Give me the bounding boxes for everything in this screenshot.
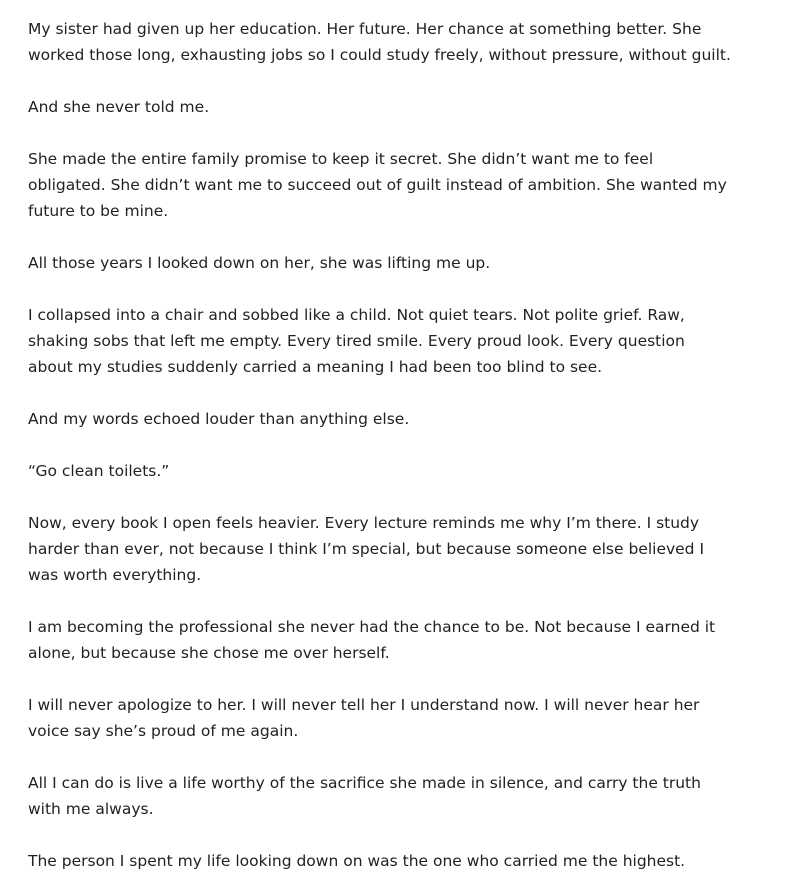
paragraph-words-echoed: And my words echoed louder than anything else. <box>28 410 410 428</box>
paragraph-collapsed: I collapsed into a chair and sobbed like a child. Not quiet tears. Not polite grief. Raw, shaking sobs that left me empty. Every tired smile. Every proud look. Every question about my studies suddenly carried a meaning I had been too blind to see. <box>28 306 685 376</box>
paragraph-carried-highest: The person I spent my life looking down on was the one who carried me the highest. <box>28 852 686 870</box>
paragraph-sacrifice: My sister had given up her education. Her future. Her chance at something better. She worked those long, exhausting jobs so I could study freely, without pressure, without guilt. <box>28 20 731 64</box>
paragraph-never-told: And she never told me. <box>28 98 210 116</box>
paragraph-never-apologize: I will never apologize to her. I will never tell her I understand now. I will never hear her voice say she’s proud of me again. <box>28 696 700 740</box>
paragraph-becoming-professional: I am becoming the professional she never had the chance to be. Not because I earned it alone, but because she chose me over herself. <box>28 618 716 662</box>
paragraph-family-secret: She made the entire family promise to keep it secret. She didn’t want me to feel obligated. She didn’t want me to succeed out of guilt instead of ambition. She wanted my future to be mine. <box>28 150 727 220</box>
article-body <box>28 16 733 874</box>
paragraph-lifting-me-up: All those years I looked down on her, she was lifting me up. <box>28 254 491 272</box>
paragraph-live-worthy: All I can do is live a life worthy of the sacrifice she made in silence, and carry the truth with me always. <box>28 774 701 818</box>
paragraph-quote: “Go clean toilets.” <box>28 462 170 480</box>
paragraph-every-book: Now, every book I open feels heavier. Every lecture reminds me why I’m there. I study harder than ever, not because I think I’m special, but because someone else believed I was worth everything. <box>28 514 705 584</box>
